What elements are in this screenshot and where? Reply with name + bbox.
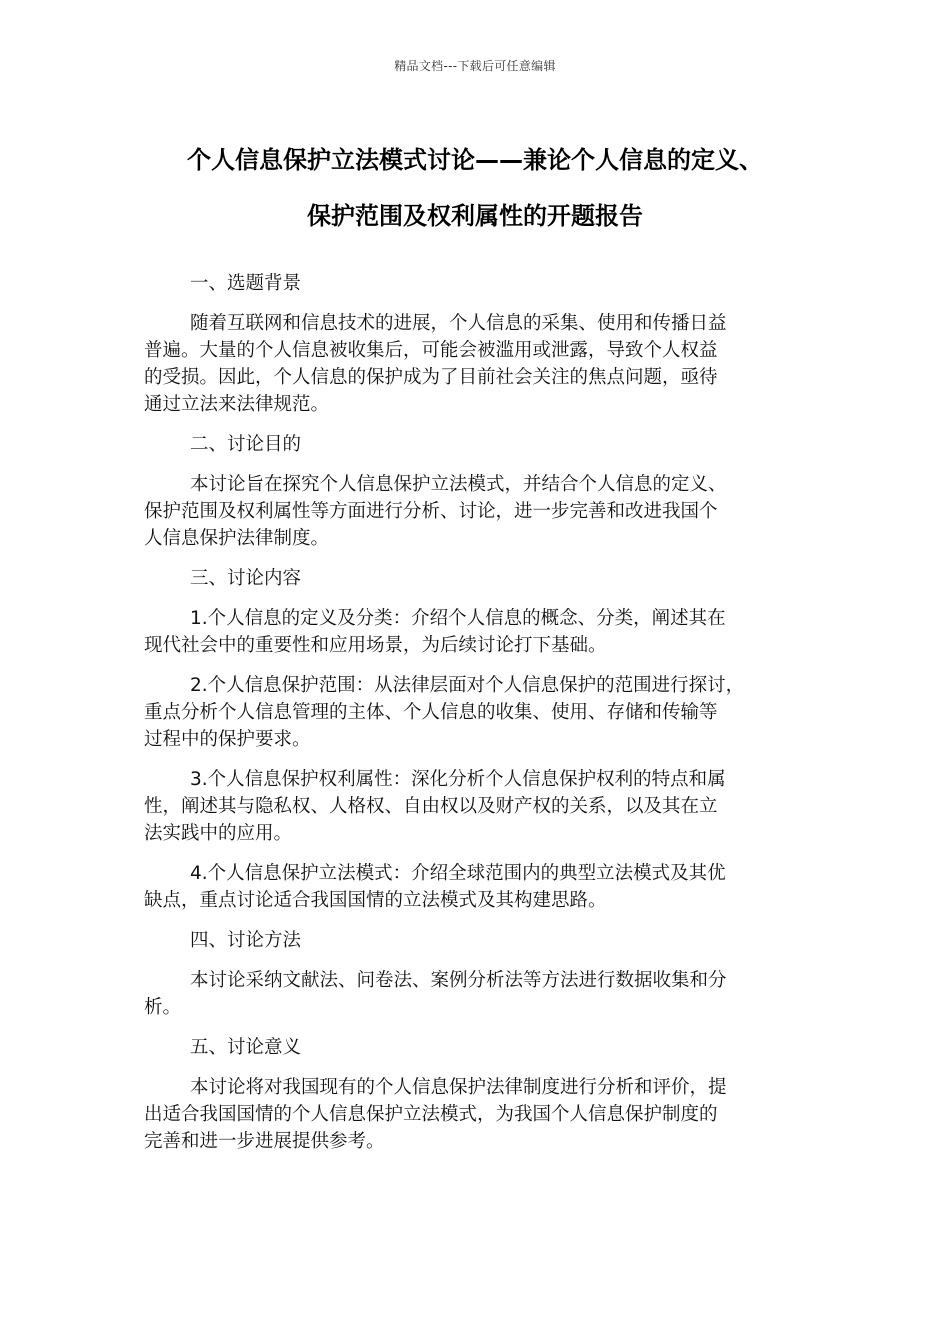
text-line: 重点分析个人信息管理的主体、个人信息的收集、使用、存储和传输等 [144, 702, 718, 723]
text-line: 缺点，重点讨论适合我国国情的立法模式及其构建思路。 [144, 890, 607, 911]
text-line: 4.个人信息保护立法模式：介绍全球范围内的典型立法模式及其优 [190, 863, 726, 884]
paragraph-content-2 [144, 672, 794, 753]
section-heading-method: 四、讨论方法 [190, 930, 302, 951]
section-heading-significance: 五、讨论意义 [190, 1037, 302, 1058]
text-line: 1.个人信息的定义及分类：介绍个人信息的概念、分类，阐述其在 [190, 608, 726, 629]
text-line: 本讨论将对我国现有的个人信息保护法律制度进行分析和评价，提 [190, 1077, 727, 1098]
paragraph-significance [144, 1074, 794, 1155]
paragraph-background [144, 310, 794, 418]
section-heading-background: 一、选题背景 [190, 273, 302, 294]
text-line: 本讨论旨在探究个人信息保护立法模式，并结合个人信息的定义、 [190, 474, 727, 495]
text-line: 人信息保护法律制度。 [144, 528, 330, 549]
paragraph-content-4 [144, 860, 794, 914]
title-line-2: 保护范围及权利属性的开题报告 [307, 202, 643, 230]
document-title [130, 132, 820, 244]
text-line: 析。 [144, 997, 182, 1018]
text-line: 现代社会中的重要性和应用场景，为后续讨论打下基础。 [144, 635, 607, 656]
paragraph-content-3 [144, 766, 794, 847]
text-line: 普遍。大量的个人信息被收集后，可能会被滥用或泄露，导致个人权益 [144, 340, 718, 361]
text-line: 随着互联网和信息技术的进展，个人信息的采集、使用和传播日益 [190, 313, 727, 334]
text-line: 出适合我国国情的个人信息保护立法模式，为我国个人信息保护制度的 [144, 1104, 718, 1125]
text-line: 完善和进一步进展提供参考。 [144, 1131, 385, 1152]
text-line: 通过立法来法律规范。 [144, 394, 330, 415]
paragraph-purpose [144, 471, 794, 552]
text-line: 3.个人信息保护权利属性：深化分析个人信息保护权利的特点和属 [190, 769, 726, 790]
text-line: 的受损。因此，个人信息的保护成为了目前社会关注的焦点问题，亟待 [144, 367, 718, 388]
paragraph-method [144, 967, 794, 1021]
text-line: 性，阐述其与隐私权、人格权、自由权以及财产权的关系，以及其在立 [144, 796, 718, 817]
text-line: 法实践中的应用。 [144, 823, 293, 844]
text-line: 过程中的保护要求。 [144, 729, 311, 750]
page-header: 精品文档---下载后可任意编辑 [394, 59, 556, 73]
section-heading-content: 三、讨论内容 [190, 568, 302, 589]
title-line-1: 个人信息保护立法模式讨论——兼论个人信息的定义、 [187, 146, 763, 174]
document-body [144, 270, 794, 1168]
text-line: 本讨论采纳文献法、问卷法、案例分析法等方法进行数据收集和分 [190, 970, 727, 991]
text-line: 保护范围及权利属性等方面进行分析、讨论，进一步完善和改进我国个 [144, 501, 718, 522]
section-heading-purpose: 二、讨论目的 [190, 434, 302, 455]
text-line: 2.个人信息保护范围：从法律层面对个人信息保护的范围进行探讨， [190, 675, 745, 696]
paragraph-content-1 [144, 605, 794, 659]
